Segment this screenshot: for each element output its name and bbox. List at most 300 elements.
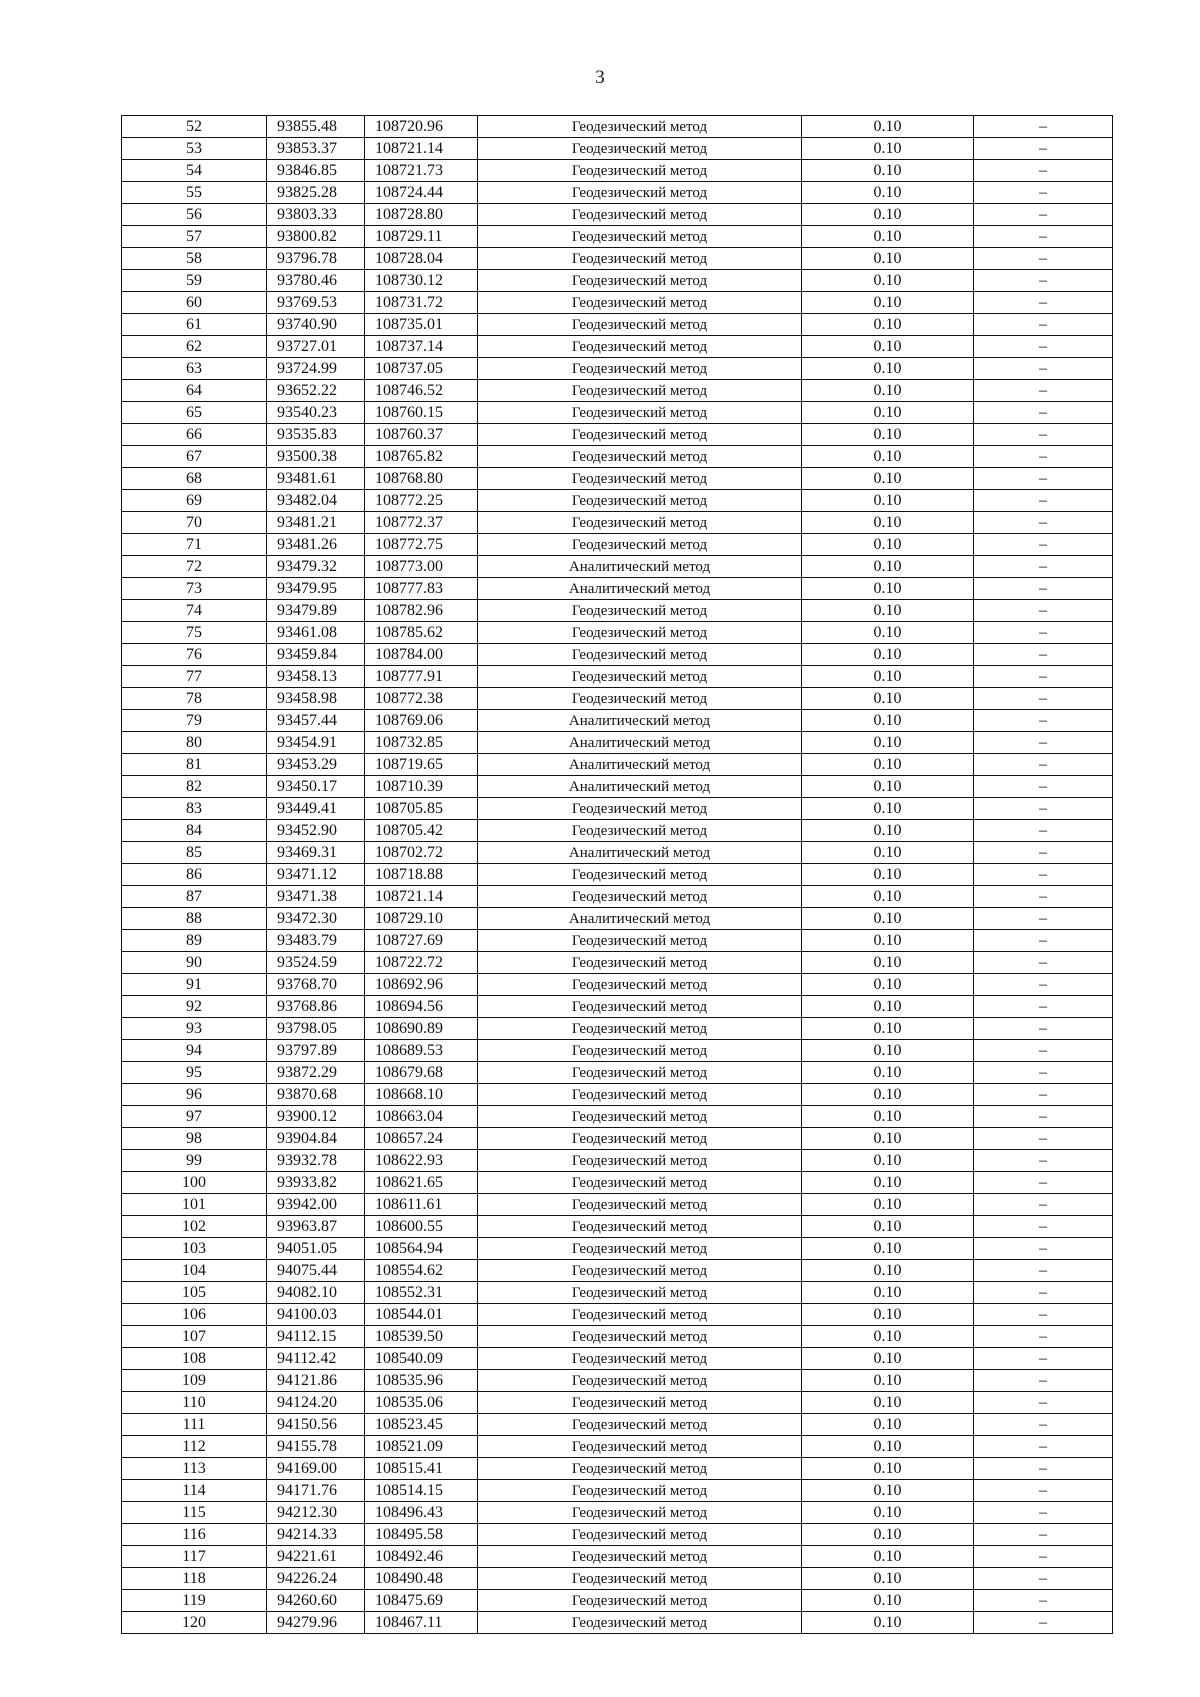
- cell-y-coordinate: 108769.06: [365, 710, 478, 732]
- table-row: [122, 1282, 1113, 1304]
- cell-note: –: [974, 1568, 1113, 1590]
- cell-method: Геодезический метод: [478, 270, 802, 292]
- cell-method: Аналитический метод: [478, 754, 802, 776]
- coordinates-table-body: [122, 116, 1113, 1634]
- cell-x-coordinate: 93932.78: [267, 1150, 365, 1172]
- cell-point-number: 96: [122, 1084, 267, 1106]
- cell-x-coordinate: 93870.68: [267, 1084, 365, 1106]
- cell-note: –: [974, 1018, 1113, 1040]
- cell-note: –: [974, 1216, 1113, 1238]
- cell-x-coordinate: 93853.37: [267, 138, 365, 160]
- cell-method: Геодезический метод: [478, 666, 802, 688]
- cell-x-coordinate: 93855.48: [267, 116, 365, 138]
- cell-accuracy: 0.10: [802, 534, 974, 556]
- table-row: [122, 974, 1113, 996]
- cell-y-coordinate: 108724.44: [365, 182, 478, 204]
- cell-y-coordinate: 108535.06: [365, 1392, 478, 1414]
- cell-note: –: [974, 1458, 1113, 1480]
- cell-method: Геодезический метод: [478, 468, 802, 490]
- table-row: [122, 1502, 1113, 1524]
- cell-point-number: 79: [122, 710, 267, 732]
- cell-accuracy: 0.10: [802, 138, 974, 160]
- cell-method: Геодезический метод: [478, 1568, 802, 1590]
- cell-point-number: 58: [122, 248, 267, 270]
- cell-y-coordinate: 108772.38: [365, 688, 478, 710]
- cell-y-coordinate: 108514.15: [365, 1480, 478, 1502]
- cell-point-number: 65: [122, 402, 267, 424]
- cell-y-coordinate: 108702.72: [365, 842, 478, 864]
- table-row: [122, 1612, 1113, 1634]
- table-row: [122, 1040, 1113, 1062]
- cell-method: Геодезический метод: [478, 1392, 802, 1414]
- cell-note: –: [974, 336, 1113, 358]
- cell-method: Геодезический метод: [478, 1150, 802, 1172]
- table-row: [122, 1524, 1113, 1546]
- cell-note: –: [974, 1238, 1113, 1260]
- cell-method: Геодезический метод: [478, 1414, 802, 1436]
- cell-note: –: [974, 1590, 1113, 1612]
- cell-y-coordinate: 108679.68: [365, 1062, 478, 1084]
- cell-accuracy: 0.10: [802, 1546, 974, 1568]
- cell-point-number: 84: [122, 820, 267, 842]
- table-row: [122, 1546, 1113, 1568]
- cell-method: Геодезический метод: [478, 886, 802, 908]
- cell-point-number: 106: [122, 1304, 267, 1326]
- cell-x-coordinate: 94279.96: [267, 1612, 365, 1634]
- cell-y-coordinate: 108611.61: [365, 1194, 478, 1216]
- cell-point-number: 93: [122, 1018, 267, 1040]
- cell-y-coordinate: 108475.69: [365, 1590, 478, 1612]
- cell-x-coordinate: 93963.87: [267, 1216, 365, 1238]
- cell-point-number: 108: [122, 1348, 267, 1370]
- cell-point-number: 76: [122, 644, 267, 666]
- cell-note: –: [974, 886, 1113, 908]
- cell-point-number: 118: [122, 1568, 267, 1590]
- table-row: [122, 1568, 1113, 1590]
- cell-note: –: [974, 204, 1113, 226]
- cell-x-coordinate: 93727.01: [267, 336, 365, 358]
- cell-note: –: [974, 314, 1113, 336]
- table-row: [122, 1238, 1113, 1260]
- cell-accuracy: 0.10: [802, 1128, 974, 1150]
- table-row: [122, 1480, 1113, 1502]
- cell-point-number: 71: [122, 534, 267, 556]
- cell-y-coordinate: 108729.11: [365, 226, 478, 248]
- cell-method: Геодезический метод: [478, 1304, 802, 1326]
- cell-accuracy: 0.10: [802, 710, 974, 732]
- cell-x-coordinate: 94221.61: [267, 1546, 365, 1568]
- cell-note: –: [974, 292, 1113, 314]
- cell-method: Геодезический метод: [478, 1172, 802, 1194]
- cell-method: Геодезический метод: [478, 1480, 802, 1502]
- cell-y-coordinate: 108722.72: [365, 952, 478, 974]
- table-row: [122, 732, 1113, 754]
- cell-y-coordinate: 108705.42: [365, 820, 478, 842]
- cell-point-number: 94: [122, 1040, 267, 1062]
- cell-method: Аналитический метод: [478, 732, 802, 754]
- cell-note: –: [974, 556, 1113, 578]
- cell-note: –: [974, 182, 1113, 204]
- cell-y-coordinate: 108718.88: [365, 864, 478, 886]
- cell-point-number: 61: [122, 314, 267, 336]
- cell-method: Геодезический метод: [478, 1370, 802, 1392]
- cell-x-coordinate: 93724.99: [267, 358, 365, 380]
- cell-note: –: [974, 600, 1113, 622]
- cell-method: Аналитический метод: [478, 578, 802, 600]
- cell-x-coordinate: 93471.12: [267, 864, 365, 886]
- cell-y-coordinate: 108692.96: [365, 974, 478, 996]
- cell-accuracy: 0.10: [802, 1106, 974, 1128]
- cell-x-coordinate: 93450.17: [267, 776, 365, 798]
- cell-method: Геодезический метод: [478, 1260, 802, 1282]
- cell-point-number: 109: [122, 1370, 267, 1392]
- cell-y-coordinate: 108727.69: [365, 930, 478, 952]
- cell-x-coordinate: 94214.33: [267, 1524, 365, 1546]
- cell-note: –: [974, 710, 1113, 732]
- cell-point-number: 80: [122, 732, 267, 754]
- cell-point-number: 78: [122, 688, 267, 710]
- cell-x-coordinate: 93454.91: [267, 732, 365, 754]
- cell-x-coordinate: 93825.28: [267, 182, 365, 204]
- cell-note: –: [974, 490, 1113, 512]
- cell-x-coordinate: 94112.15: [267, 1326, 365, 1348]
- cell-y-coordinate: 108728.04: [365, 248, 478, 270]
- cell-accuracy: 0.10: [802, 358, 974, 380]
- cell-x-coordinate: 93796.78: [267, 248, 365, 270]
- cell-x-coordinate: 94082.10: [267, 1282, 365, 1304]
- cell-point-number: 66: [122, 424, 267, 446]
- page-number: 3: [595, 67, 605, 88]
- cell-y-coordinate: 108552.31: [365, 1282, 478, 1304]
- cell-method: Геодезический метод: [478, 204, 802, 226]
- table-row: [122, 996, 1113, 1018]
- cell-method: Геодезический метод: [478, 974, 802, 996]
- cell-x-coordinate: 93900.12: [267, 1106, 365, 1128]
- cell-accuracy: 0.10: [802, 160, 974, 182]
- cell-method: Геодезический метод: [478, 314, 802, 336]
- cell-y-coordinate: 108746.52: [365, 380, 478, 402]
- table-row: [122, 1172, 1113, 1194]
- cell-note: –: [974, 952, 1113, 974]
- cell-y-coordinate: 108495.58: [365, 1524, 478, 1546]
- table-row: [122, 688, 1113, 710]
- cell-x-coordinate: 93481.21: [267, 512, 365, 534]
- table-row: [122, 600, 1113, 622]
- cell-point-number: 114: [122, 1480, 267, 1502]
- cell-accuracy: 0.10: [802, 1414, 974, 1436]
- cell-x-coordinate: 94260.60: [267, 1590, 365, 1612]
- cell-accuracy: 0.10: [802, 930, 974, 952]
- cell-point-number: 70: [122, 512, 267, 534]
- cell-method: Геодезический метод: [478, 688, 802, 710]
- cell-point-number: 102: [122, 1216, 267, 1238]
- cell-x-coordinate: 93780.46: [267, 270, 365, 292]
- cell-method: Геодезический метод: [478, 644, 802, 666]
- cell-x-coordinate: 93483.79: [267, 930, 365, 952]
- cell-y-coordinate: 108737.14: [365, 336, 478, 358]
- cell-note: –: [974, 116, 1113, 138]
- cell-method: Геодезический метод: [478, 380, 802, 402]
- table-row: [122, 1194, 1113, 1216]
- cell-x-coordinate: 93803.33: [267, 204, 365, 226]
- cell-accuracy: 0.10: [802, 182, 974, 204]
- cell-y-coordinate: 108523.45: [365, 1414, 478, 1436]
- cell-method: Геодезический метод: [478, 622, 802, 644]
- cell-y-coordinate: 108689.53: [365, 1040, 478, 1062]
- cell-accuracy: 0.10: [802, 1612, 974, 1634]
- cell-note: –: [974, 1260, 1113, 1282]
- cell-note: –: [974, 1128, 1113, 1150]
- table-row: [122, 754, 1113, 776]
- cell-accuracy: 0.10: [802, 424, 974, 446]
- cell-point-number: 116: [122, 1524, 267, 1546]
- cell-y-coordinate: 108782.96: [365, 600, 478, 622]
- cell-note: –: [974, 468, 1113, 490]
- cell-accuracy: 0.10: [802, 380, 974, 402]
- cell-method: Геодезический метод: [478, 600, 802, 622]
- cell-note: –: [974, 842, 1113, 864]
- cell-method: Геодезический метод: [478, 1216, 802, 1238]
- table-row: [122, 776, 1113, 798]
- cell-point-number: 86: [122, 864, 267, 886]
- cell-note: –: [974, 1480, 1113, 1502]
- cell-point-number: 69: [122, 490, 267, 512]
- cell-y-coordinate: 108690.89: [365, 1018, 478, 1040]
- cell-note: –: [974, 1084, 1113, 1106]
- cell-point-number: 63: [122, 358, 267, 380]
- cell-accuracy: 0.10: [802, 226, 974, 248]
- cell-method: Геодезический метод: [478, 1546, 802, 1568]
- cell-point-number: 75: [122, 622, 267, 644]
- cell-point-number: 105: [122, 1282, 267, 1304]
- cell-note: –: [974, 446, 1113, 468]
- cell-accuracy: 0.10: [802, 996, 974, 1018]
- cell-point-number: 85: [122, 842, 267, 864]
- cell-note: –: [974, 578, 1113, 600]
- table-row: [122, 842, 1113, 864]
- cell-point-number: 91: [122, 974, 267, 996]
- cell-method: Геодезический метод: [478, 1106, 802, 1128]
- cell-note: –: [974, 1436, 1113, 1458]
- table-row: [122, 952, 1113, 974]
- cell-accuracy: 0.10: [802, 270, 974, 292]
- cell-x-coordinate: 93872.29: [267, 1062, 365, 1084]
- cell-x-coordinate: 94169.00: [267, 1458, 365, 1480]
- cell-note: –: [974, 864, 1113, 886]
- cell-accuracy: 0.10: [802, 1590, 974, 1612]
- cell-point-number: 56: [122, 204, 267, 226]
- cell-point-number: 53: [122, 138, 267, 160]
- cell-method: Геодезический метод: [478, 1062, 802, 1084]
- cell-point-number: 111: [122, 1414, 267, 1436]
- cell-x-coordinate: 94112.42: [267, 1348, 365, 1370]
- cell-note: –: [974, 380, 1113, 402]
- cell-point-number: 87: [122, 886, 267, 908]
- cell-x-coordinate: 93540.23: [267, 402, 365, 424]
- table-row: [122, 138, 1113, 160]
- cell-note: –: [974, 1524, 1113, 1546]
- cell-y-coordinate: 108773.00: [365, 556, 478, 578]
- cell-x-coordinate: 94051.05: [267, 1238, 365, 1260]
- cell-accuracy: 0.10: [802, 446, 974, 468]
- cell-note: –: [974, 1392, 1113, 1414]
- table-row: [122, 490, 1113, 512]
- table-row: [122, 270, 1113, 292]
- table-row: [122, 578, 1113, 600]
- cell-note: –: [974, 512, 1113, 534]
- table-row: [122, 908, 1113, 930]
- cell-accuracy: 0.10: [802, 798, 974, 820]
- cell-method: Геодезический метод: [478, 1282, 802, 1304]
- cell-note: –: [974, 1062, 1113, 1084]
- cell-point-number: 72: [122, 556, 267, 578]
- cell-accuracy: 0.10: [802, 336, 974, 358]
- cell-note: –: [974, 644, 1113, 666]
- cell-y-coordinate: 108721.14: [365, 138, 478, 160]
- cell-method: Геодезический метод: [478, 1018, 802, 1040]
- cell-x-coordinate: 93452.90: [267, 820, 365, 842]
- cell-point-number: 52: [122, 116, 267, 138]
- cell-x-coordinate: 93797.89: [267, 1040, 365, 1062]
- cell-accuracy: 0.10: [802, 666, 974, 688]
- cell-x-coordinate: 93942.00: [267, 1194, 365, 1216]
- table-row: [122, 358, 1113, 380]
- cell-x-coordinate: 93459.84: [267, 644, 365, 666]
- cell-y-coordinate: 108768.80: [365, 468, 478, 490]
- cell-x-coordinate: 93469.31: [267, 842, 365, 864]
- cell-method: Геодезический метод: [478, 446, 802, 468]
- cell-method: Геодезический метод: [478, 798, 802, 820]
- cell-note: –: [974, 1370, 1113, 1392]
- cell-method: Геодезический метод: [478, 512, 802, 534]
- cell-point-number: 59: [122, 270, 267, 292]
- cell-x-coordinate: 94150.56: [267, 1414, 365, 1436]
- cell-note: –: [974, 1348, 1113, 1370]
- table-row: [122, 1018, 1113, 1040]
- cell-accuracy: 0.10: [802, 1436, 974, 1458]
- cell-note: –: [974, 996, 1113, 1018]
- cell-point-number: 60: [122, 292, 267, 314]
- cell-accuracy: 0.10: [802, 776, 974, 798]
- cell-y-coordinate: 108515.41: [365, 1458, 478, 1480]
- cell-y-coordinate: 108710.39: [365, 776, 478, 798]
- cell-y-coordinate: 108719.65: [365, 754, 478, 776]
- cell-point-number: 115: [122, 1502, 267, 1524]
- cell-x-coordinate: 93481.26: [267, 534, 365, 556]
- cell-accuracy: 0.10: [802, 842, 974, 864]
- cell-accuracy: 0.10: [802, 1480, 974, 1502]
- cell-x-coordinate: 93461.08: [267, 622, 365, 644]
- cell-accuracy: 0.10: [802, 1524, 974, 1546]
- cell-method: Геодезический метод: [478, 930, 802, 952]
- cell-note: –: [974, 754, 1113, 776]
- table-row: [122, 248, 1113, 270]
- cell-x-coordinate: 94075.44: [267, 1260, 365, 1282]
- cell-note: –: [974, 776, 1113, 798]
- cell-accuracy: 0.10: [802, 974, 974, 996]
- cell-note: –: [974, 1502, 1113, 1524]
- table-row: [122, 1370, 1113, 1392]
- cell-accuracy: 0.10: [802, 1392, 974, 1414]
- cell-x-coordinate: 94155.78: [267, 1436, 365, 1458]
- table-row: [122, 380, 1113, 402]
- cell-x-coordinate: 93933.82: [267, 1172, 365, 1194]
- cell-note: –: [974, 908, 1113, 930]
- cell-x-coordinate: 93652.22: [267, 380, 365, 402]
- cell-note: –: [974, 1194, 1113, 1216]
- cell-note: –: [974, 270, 1113, 292]
- cell-note: –: [974, 1612, 1113, 1634]
- cell-accuracy: 0.10: [802, 886, 974, 908]
- cell-y-coordinate: 108765.82: [365, 446, 478, 468]
- table-row: [122, 1150, 1113, 1172]
- table-row: [122, 182, 1113, 204]
- cell-y-coordinate: 108721.14: [365, 886, 478, 908]
- cell-note: –: [974, 1326, 1113, 1348]
- cell-note: –: [974, 358, 1113, 380]
- cell-x-coordinate: 93479.32: [267, 556, 365, 578]
- cell-y-coordinate: 108663.04: [365, 1106, 478, 1128]
- cell-accuracy: 0.10: [802, 402, 974, 424]
- cell-method: Геодезический метод: [478, 1348, 802, 1370]
- cell-accuracy: 0.10: [802, 1304, 974, 1326]
- cell-x-coordinate: 94171.76: [267, 1480, 365, 1502]
- cell-y-coordinate: 108492.46: [365, 1546, 478, 1568]
- cell-method: Геодезический метод: [478, 292, 802, 314]
- table-row: [122, 1590, 1113, 1612]
- cell-point-number: 112: [122, 1436, 267, 1458]
- table-row: [122, 204, 1113, 226]
- cell-accuracy: 0.10: [802, 622, 974, 644]
- cell-point-number: 73: [122, 578, 267, 600]
- cell-accuracy: 0.10: [802, 468, 974, 490]
- cell-accuracy: 0.10: [802, 1326, 974, 1348]
- cell-point-number: 120: [122, 1612, 267, 1634]
- cell-method: Геодезический метод: [478, 996, 802, 1018]
- cell-note: –: [974, 534, 1113, 556]
- cell-method: Геодезический метод: [478, 1040, 802, 1062]
- coordinates-table: [121, 115, 1113, 1634]
- cell-point-number: 68: [122, 468, 267, 490]
- cell-note: –: [974, 1414, 1113, 1436]
- cell-method: Аналитический метод: [478, 842, 802, 864]
- cell-point-number: 64: [122, 380, 267, 402]
- cell-y-coordinate: 108705.85: [365, 798, 478, 820]
- cell-point-number: 103: [122, 1238, 267, 1260]
- cell-point-number: 62: [122, 336, 267, 358]
- cell-y-coordinate: 108730.12: [365, 270, 478, 292]
- table-row: [122, 226, 1113, 248]
- cell-method: Геодезический метод: [478, 160, 802, 182]
- cell-x-coordinate: 93458.98: [267, 688, 365, 710]
- cell-accuracy: 0.10: [802, 600, 974, 622]
- cell-accuracy: 0.10: [802, 292, 974, 314]
- cell-accuracy: 0.10: [802, 578, 974, 600]
- cell-accuracy: 0.10: [802, 556, 974, 578]
- cell-y-coordinate: 108732.85: [365, 732, 478, 754]
- cell-y-coordinate: 108521.09: [365, 1436, 478, 1458]
- cell-x-coordinate: 93800.82: [267, 226, 365, 248]
- cell-method: Геодезический метод: [478, 820, 802, 842]
- table-row: [122, 1304, 1113, 1326]
- table-row: [122, 622, 1113, 644]
- cell-y-coordinate: 108668.10: [365, 1084, 478, 1106]
- cell-y-coordinate: 108600.55: [365, 1216, 478, 1238]
- cell-accuracy: 0.10: [802, 1370, 974, 1392]
- table-row: [122, 930, 1113, 952]
- cell-y-coordinate: 108760.37: [365, 424, 478, 446]
- cell-point-number: 77: [122, 666, 267, 688]
